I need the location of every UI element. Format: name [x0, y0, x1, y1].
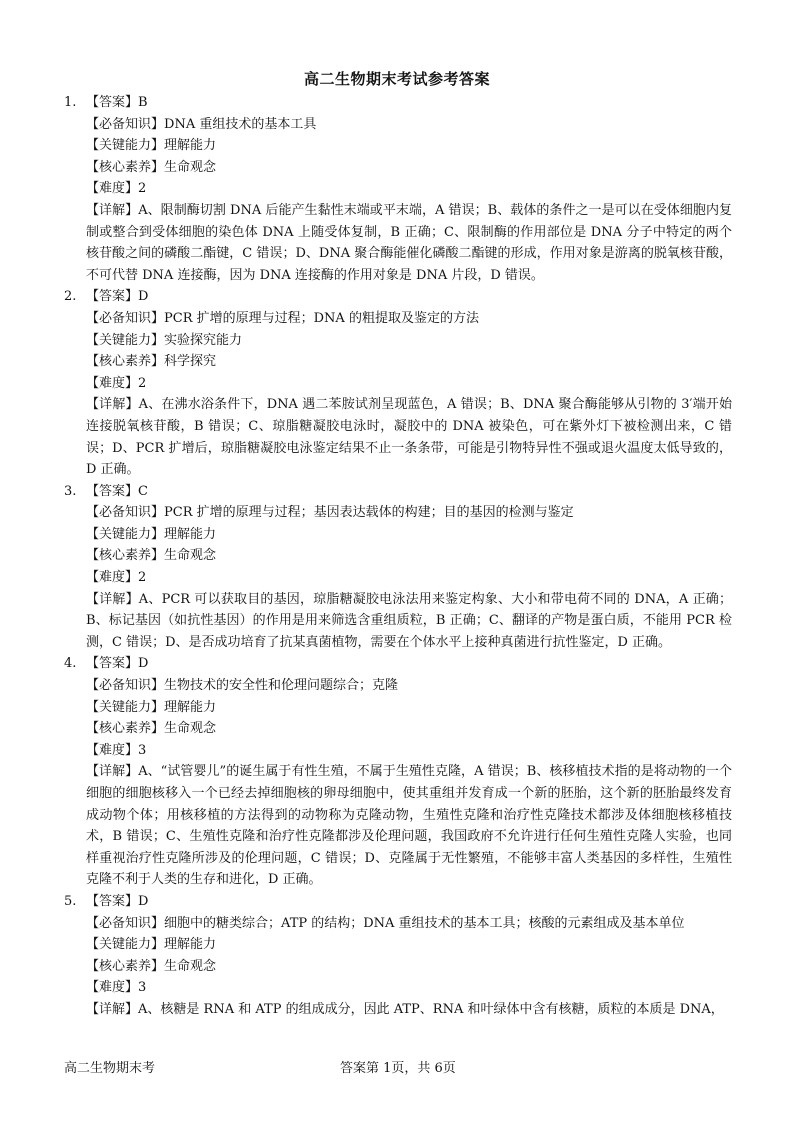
question-2: [64, 286, 732, 480]
detail-paragraph: [64, 999, 732, 1021]
question-number: 5.: [64, 893, 77, 909]
literacy-value: 生命观念: [164, 548, 217, 564]
difficulty-value: 2: [138, 181, 147, 197]
page-title: 高二生物期末考试参考答案: [303, 70, 490, 88]
detail-text: A、限制酶切割 DNA 后能产生黏性末端或平末端，A 错误；B、载体的条件之一是可以在受体细胞内复制或整合到受体细胞的染色体 DNA 上随受体复制，B 正确；C、限制酶的作用部位是 DNA 分子中特定的两个核苷酸之间的磷酸二酯键，C 错误；D、DNA 聚合酶能催化磷酸二酯键的形成，作用对象是游离的脱氧核苷酸，不可代替 DNA 连接酶，因为 DNA 连接酶的作用对象是 DNA 片段，D 错误。: [86, 202, 732, 283]
ability-row: [64, 135, 732, 157]
knowledge-label: 【必备知识】: [86, 116, 165, 132]
answer-value: C: [138, 483, 148, 499]
ability-row: [64, 524, 732, 546]
question-number: 4.: [64, 656, 77, 672]
literacy-value: 科学探究: [164, 354, 217, 370]
knowledge-label: 【必备知识】: [86, 915, 165, 931]
ability-row: [64, 697, 732, 719]
answer-label: 【答案】: [86, 289, 139, 305]
difficulty-label: 【难度】: [86, 181, 139, 197]
ability-label: 【关键能力】: [86, 699, 165, 715]
difficulty-label: 【难度】: [86, 980, 139, 996]
detail-text: A、核糖是 RNA 和 ATP 的组成成分，因此 ATP、RNA 和叶绿体中含有核糖，质粒的本质是 DNA，: [138, 1001, 724, 1017]
ability-row: [64, 934, 732, 956]
ability-value: 理解能力: [164, 699, 217, 715]
difficulty-row: [64, 740, 732, 762]
question-1: [64, 92, 732, 286]
ability-row: [64, 330, 732, 352]
answer-value: D: [138, 893, 149, 909]
answer-label: 【答案】: [86, 656, 139, 672]
answer-value: B: [138, 95, 148, 110]
difficulty-value: 3: [138, 742, 147, 758]
difficulty-label: 【难度】: [86, 742, 139, 758]
literacy-label: 【核心素养】: [86, 159, 165, 175]
detail-paragraph: [64, 200, 732, 286]
knowledge-row: [64, 308, 732, 330]
answer-row: [64, 891, 732, 913]
question-3: [64, 481, 732, 654]
detail-paragraph: [64, 761, 732, 891]
difficulty-row: [64, 977, 732, 999]
answer-list: [64, 92, 732, 1021]
ability-label: 【关键能力】: [86, 138, 165, 154]
knowledge-label: 【必备知识】: [86, 505, 165, 521]
question-number: 1.: [64, 95, 77, 110]
difficulty-value: 3: [138, 980, 147, 996]
question-5: [64, 891, 732, 1021]
literacy-row: [64, 956, 732, 978]
detail-text: A、“试管婴儿”的诞生属于有性生殖，不属于生殖性克隆，A 错误；B、核移植技术指的是将动物的一个细胞的细胞核移入一个已经去掉细胞核的卵母细胞中，使其重组并发育成一个新的胚胎，这个新的胚胎最终发育成动物个体；用核移植的方法得到的动物称为克隆动物，生殖性克隆和治疗性克隆技术都涉及体细胞核移植技术，B 错误；C、生殖性克隆和治疗性克隆都涉及伦理问题，我国政府不允许进行任何生殖性克隆人实验，也同样重视治疗性克隆所涉及的伦理问题，C 错误；D、克隆属于无性繁殖，不能够丰富人类基因的多样性，生殖性克隆不利于人类的生存和进化，D 正确。: [86, 764, 732, 888]
difficulty-label: 【难度】: [86, 375, 139, 391]
literacy-row: [64, 545, 732, 567]
ability-value: 实验探究能力: [164, 332, 243, 348]
ability-label: 【关键能力】: [86, 937, 165, 953]
answer-label: 【答案】: [86, 483, 139, 499]
answer-row: [64, 92, 732, 114]
literacy-value: 生命观念: [164, 159, 217, 175]
knowledge-label: 【必备知识】: [86, 678, 165, 694]
knowledge-value: 生物技术的安全性和伦理问题综合；克隆: [164, 678, 399, 694]
detail-label: 【详解】: [86, 397, 139, 413]
footer-page-number: 答案第 1页，共 6页: [340, 1061, 456, 1076]
detail-label: 【详解】: [86, 1001, 139, 1017]
ability-value: 理解能力: [164, 937, 217, 953]
detail-label: 【详解】: [86, 202, 139, 218]
question-4: [64, 653, 732, 891]
footer-exam-name: 高二生物期末考: [64, 1061, 156, 1076]
difficulty-row: [64, 178, 732, 200]
knowledge-row: [64, 502, 732, 524]
answer-label: 【答案】: [86, 95, 139, 110]
knowledge-value: PCR 扩增的原理与过程；基因表达载体的构建；目的基因的检测与鉴定: [164, 505, 574, 521]
answer-label: 【答案】: [86, 893, 139, 909]
knowledge-value: PCR 扩增的原理与过程；DNA 的粗提取及鉴定的方法: [164, 310, 479, 326]
knowledge-row: [64, 114, 732, 136]
answer-row: [64, 286, 732, 308]
literacy-row: [64, 157, 732, 179]
ability-value: 理解能力: [164, 138, 217, 154]
difficulty-row: [64, 567, 732, 589]
detail-paragraph: [64, 589, 732, 654]
difficulty-label: 【难度】: [86, 570, 139, 586]
answer-value: D: [138, 289, 149, 305]
literacy-value: 生命观念: [164, 721, 217, 737]
literacy-value: 生命观念: [164, 958, 217, 974]
difficulty-value: 2: [138, 570, 147, 586]
knowledge-row: [64, 675, 732, 697]
knowledge-value: DNA 重组技术的基本工具: [164, 116, 317, 132]
answer-row: [64, 481, 732, 503]
detail-text: A、PCR 可以获取目的基因，琼脂糖凝胶电泳法用来鉴定构象、大小和带电荷不同的 DNA，A 正确；B、标记基因（如抗性基因）的作用是用来筛选含重组质粒，B 正确；C、翻译的产物是蛋白质，不能用 PCR 检测，C 错误；D、是否成功培育了抗某真菌植物，需要在个体水平上接种真菌进行抗性鉴定，D 正确。: [86, 591, 732, 650]
detail-label: 【详解】: [86, 764, 139, 780]
answer-row: [64, 653, 732, 675]
detail-paragraph: [64, 394, 732, 480]
literacy-label: 【核心素养】: [86, 354, 165, 370]
literacy-label: 【核心素养】: [86, 721, 165, 737]
question-number: 3.: [64, 483, 77, 499]
difficulty-row: [64, 373, 732, 395]
knowledge-label: 【必备知识】: [86, 310, 165, 326]
knowledge-row: [64, 913, 732, 935]
question-number: 2.: [64, 289, 77, 305]
ability-label: 【关键能力】: [86, 526, 165, 542]
answer-value: D: [138, 656, 149, 672]
literacy-label: 【核心素养】: [86, 958, 165, 974]
detail-text: A、在沸水浴条件下，DNA 遇二苯胺试剂呈现蓝色，A 错误；B、DNA 聚合酶能够从引物的 3′端开始连接脱氧核苷酸，B 错误；C、琼脂糖凝胶电泳时，凝胶中的 DNA 被染色，可在紫外灯下被检测出来，C 错误；D、PCR 扩增后，琼脂糖凝胶电泳鉴定结果不止一条条带，可能是引物特异性不强或退火温度太低导致的，D 正确。: [86, 397, 732, 478]
ability-label: 【关键能力】: [86, 332, 165, 348]
difficulty-value: 2: [138, 375, 147, 391]
literacy-row: [64, 718, 732, 740]
knowledge-value: 细胞中的糖类综合；ATP 的结构；DNA 重组技术的基本工具；核酸的元素组成及基本单位: [164, 915, 685, 931]
detail-label: 【详解】: [86, 591, 139, 607]
literacy-label: 【核心素养】: [86, 548, 165, 564]
ability-value: 理解能力: [164, 526, 217, 542]
literacy-row: [64, 351, 732, 373]
